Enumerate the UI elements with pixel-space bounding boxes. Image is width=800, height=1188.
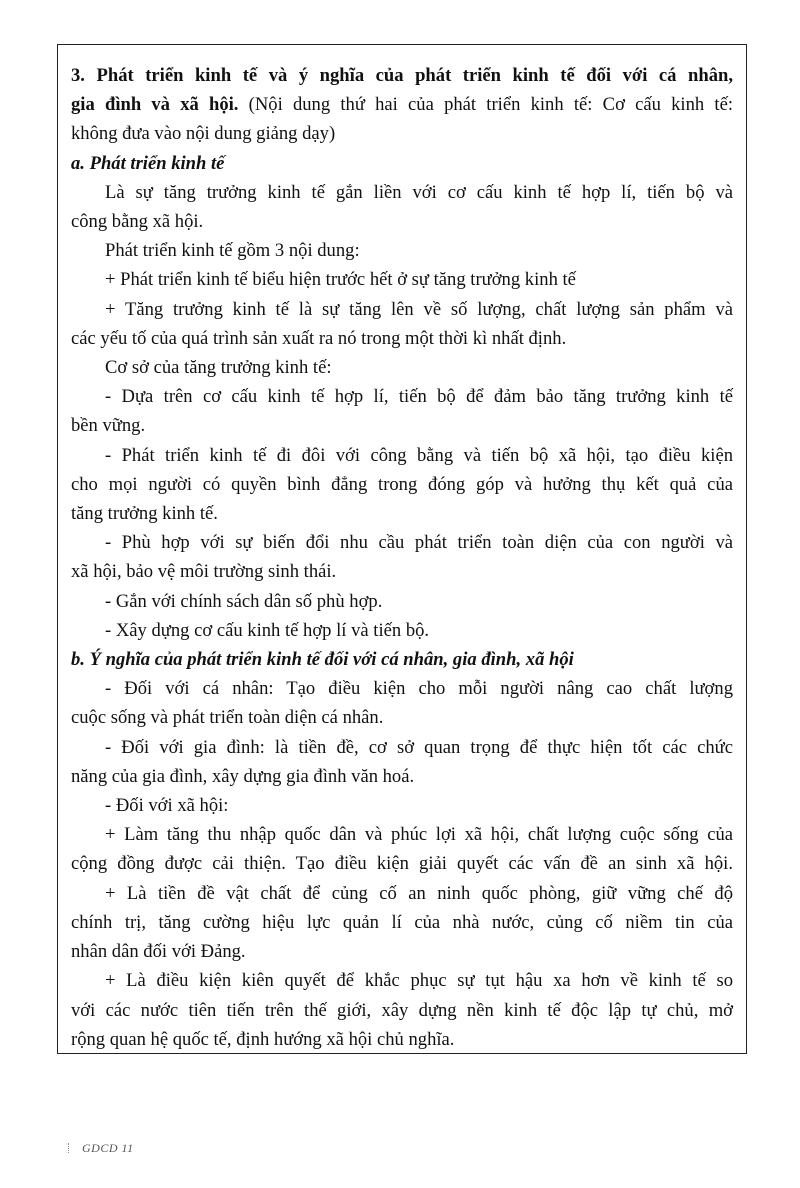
part-b-line: + Làm tăng thu nhập quốc dân và phúc lợi xã hội, chất lượng cuộc sống của <box>105 824 733 846</box>
part-a-line: Cơ sở của tăng trưởng kinh tế: <box>105 357 332 379</box>
part-b-line: + Là tiền đề vật chất để củng cố an ninh quốc phòng, giữ vững chế độ <box>105 882 733 904</box>
part-b-line: nhân dân đối với Đảng. <box>71 941 246 963</box>
part-b-line: - Đối với xã hội: <box>105 795 229 817</box>
part-a-line: Phát triển kinh tế gồm 3 nội dung: <box>105 240 360 262</box>
part-b-line: cộng đồng được cải thiện. Tạo điều kiện giải quyết các vấn đề an sinh xã hội. <box>71 853 733 875</box>
part-b-line: cuộc sống và phát triển toàn diện cá nhân. <box>71 707 384 729</box>
section-heading-bold-tail: gia đình và xã hội. <box>71 94 239 116</box>
part-a-line: cho mọi người có quyền bình đẳng trong đóng góp và hưởng thụ kết quả của <box>71 473 733 495</box>
part-b-body <box>71 674 733 1054</box>
part-b-line: - Đối với cá nhân: Tạo điều kiện cho mỗi người nâng cao chất lượng <box>105 678 733 700</box>
part-a-line: bền vững. <box>71 415 146 437</box>
footer-label: GDCD 11 <box>82 1141 134 1155</box>
part-a-title: a. Phát triển kinh tế <box>71 152 225 174</box>
part-a-body <box>71 178 733 645</box>
part-b-line: rộng quan hệ quốc tế, định hướng xã hội chủ nghĩa. <box>71 1028 455 1050</box>
content-box <box>57 44 747 1054</box>
part-a-line: + Tăng trưởng kinh tế là sự tăng lên về số lượng, chất lượng sản phẩm và <box>105 298 733 320</box>
section-heading-line-1: 3. Phát triển kinh tế và ý nghĩa của phát triển kinh tế đối với cá nhân, <box>71 65 733 86</box>
part-a-line: công bằng xã hội. <box>71 211 204 233</box>
part-b-line: với các nước tiên tiến trên thế giới, xây dựng nền kinh tế độc lập tự chủ, mở <box>71 999 733 1021</box>
part-b-line: năng của gia đình, xây dựng gia đình văn hoá. <box>71 765 415 787</box>
footer-mark <box>68 1143 77 1153</box>
part-b-title: b. Ý nghĩa của phát triển kinh tế đối với cá nhân, gia đình, xã hội <box>71 649 574 671</box>
part-a-line: - Phù hợp với sự biến đổi nhu cầu phát triển toàn diện của con người và <box>105 532 733 554</box>
part-b-line: + Là điều kiện kiên quyết để khắc phục sự tụt hậu xa hơn về kinh tế so <box>105 970 733 992</box>
section-heading-note: (Nội dung thứ hai của phát triển kinh tế: Cơ cấu kinh tế: <box>238 94 733 116</box>
section-heading-line-2 <box>71 90 733 119</box>
part-a-line: + Phát triển kinh tế biểu hiện trước hết ở sự tăng trưởng kinh tế <box>105 269 576 291</box>
part-a-line: - Gắn với chính sách dân số phù hợp. <box>105 590 383 612</box>
part-a-line: Là sự tăng trưởng kinh tế gắn liền với cơ cấu kinh tế hợp lí, tiến bộ và <box>105 181 733 203</box>
part-b-line: - Đối với gia đình: là tiền đề, cơ sở quan trọng để thực hiện tốt các chức <box>105 736 733 758</box>
part-a-line: - Dựa trên cơ cấu kinh tế hợp lí, tiến bộ để đảm bảo tăng trưởng kinh tế <box>105 386 733 408</box>
part-a-line: tăng trưởng kinh tế. <box>71 503 218 525</box>
part-a-line: các yếu tố của quá trình sản xuất ra nó trong một thời kì nhất định. <box>71 327 567 349</box>
part-b-line: chính trị, tăng cường hiệu lực quản lí của nhà nước, củng cố niềm tin của <box>71 911 733 933</box>
part-a-line: - Xây dựng cơ cấu kinh tế hợp lí và tiến bộ. <box>105 619 430 641</box>
section-heading-line-3: không đưa vào nội dung giảng dạy) <box>71 123 336 145</box>
part-a-line: - Phát triển kinh tế đi đôi với công bằng và tiến bộ xã hội, tạo điều kiện <box>105 444 733 466</box>
part-a-line: xã hội, bảo vệ môi trường sinh thái. <box>71 561 337 583</box>
